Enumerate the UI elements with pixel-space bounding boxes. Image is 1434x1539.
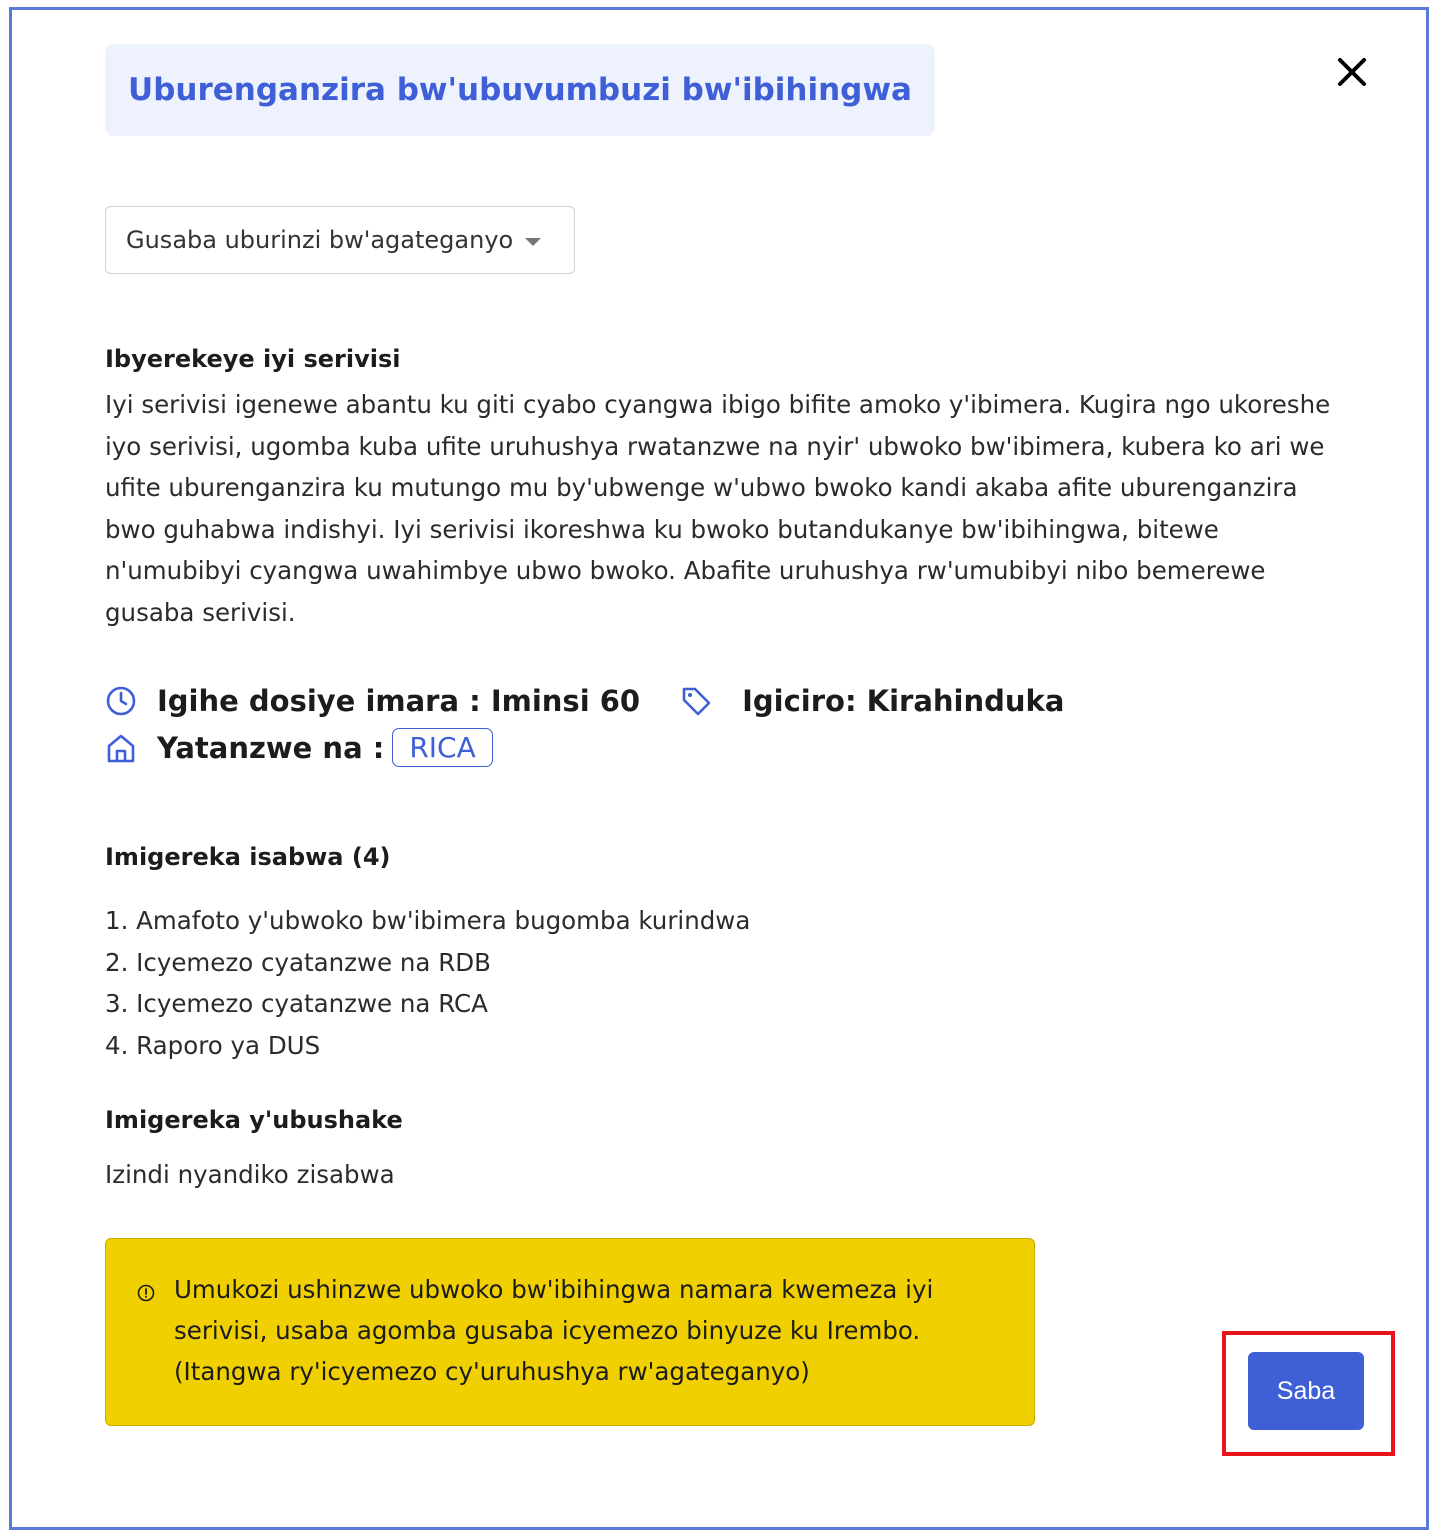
service-modal [9, 7, 1429, 1530]
close-icon [1332, 52, 1372, 92]
about-description: Iyi serivisi igenewe abantu ku giti cyabo cyangwa ibigo bifite amoko y'ibimera. Kugira ngo ukoreshe iyo serivisi, ugomba kuba ufite uruhushya rwatanzwe na nyir' ubwoko bw'ibimera, kubera ko ari we ufite uburenganzira ku mutungo mu by'ubwenge w'ubwo bwoko kandi akaba afite uburenganzira bwo guhabwa indishyi. Iyi serivisi ikoreshwa ku bwoko butandukanye bw'ibihingwa, bitewe n'umubibyi cyangwa uwahimbye ubwo bwoko. Abafite uruhushya rw'umubibyi nibo bemerewe gusaba serivisi. [105, 390, 1331, 627]
clock-icon [105, 685, 137, 717]
provider-badge[interactable]: RICA [392, 728, 492, 767]
notice-line: Umukozi ushinzwe ubwoko bw'ibihingwa namara kwemeza iyi [174, 1275, 934, 1304]
info-icon [136, 1283, 156, 1303]
requirements-heading: Imigereka isabwa (4) [105, 843, 391, 871]
notice-text [174, 1269, 933, 1392]
info-row-provider [105, 728, 493, 767]
info-row-time-price [105, 684, 1064, 718]
tag-icon [680, 685, 712, 717]
modal-title-box [105, 44, 935, 136]
provided-by-label: Yatanzwe na : [157, 730, 385, 765]
list-item: 4. Raporo ya DUS [105, 1030, 321, 1060]
notice-line: (Itangwa ry'icyemezo cy'uruhushya rw'agateganyo) [174, 1357, 810, 1386]
notice-line: serivisi, usaba agomba gusaba icyemezo binyuze ku Irembo. [174, 1316, 921, 1345]
chevron-down-icon [525, 238, 541, 246]
list-item: 1. Amafoto y'ubwoko bw'ibimera bugomba kurindwa [105, 906, 751, 935]
apply-button[interactable]: Saba [1248, 1352, 1364, 1430]
list-item: 2. Icyemezo cyatanzwe na RDB [105, 947, 491, 977]
close-button[interactable] [1332, 52, 1372, 92]
about-heading: Ibyerekeye iyi serivisi [105, 345, 401, 373]
processing-time: Igihe dosiye imara : Iminsi 60 [157, 684, 641, 718]
price: Igiciro: Kirahinduka [742, 684, 1065, 718]
home-icon [105, 732, 137, 764]
modal-title: Uburenganzira bw'ubuvumbuzi bw'ibihingwa [128, 72, 912, 108]
service-type-select[interactable] [105, 206, 575, 274]
list-item: 3. Icyemezo cyatanzwe na RCA [105, 989, 488, 1018]
service-type-value: Gusaba uburinzi bw'agateganyo [126, 226, 514, 254]
notice-banner [105, 1238, 1035, 1426]
optional-text: Izindi nyandiko zisabwa [105, 1160, 395, 1189]
optional-heading: Imigereka y'ubushake [105, 1106, 403, 1134]
requirements-list [105, 900, 750, 1066]
